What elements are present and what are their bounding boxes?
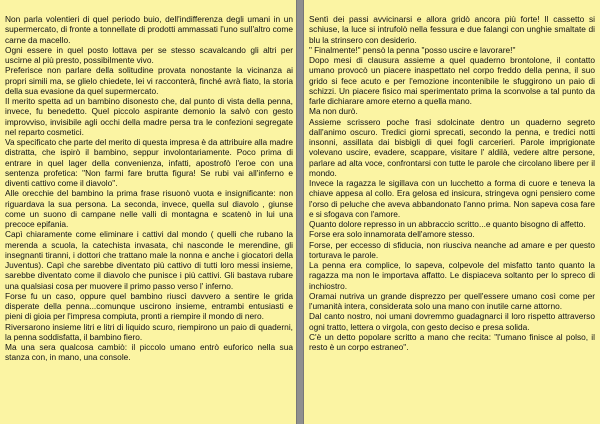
paragraph: Il merito spetta ad un bambino disonesto che, dal punto di vista della penna, invece, fu benedetto. Quel piccolo aspirante demonio la salvò con gesto improvviso, invisibile agli occhi della madre persa tra le confezioni segregate nel reparto cosmetici. <box>5 96 293 137</box>
paragraph: Dopo mesi di clausura assieme a quel quaderno brontolone, il contatto umano provocò un piacere inaspettato nel corpo freddo della penna, il suo grido si fece acuto e per l'emozione incontenibile le sfuggirono un paio di schizzi. Un piacere fisico mai sperimentato prima la sconvolse a tal punto da farle dichiarare amore eterno a quella mano. <box>309 55 595 106</box>
paragraph: Riversarono insieme litri e litri di liquido scuro, riempirono un paio di quaderni, la penna soddisfatta, il bambino fiero. <box>5 321 293 342</box>
paragraph: Ma non durò. <box>309 106 358 117</box>
paragraph: Va specificato che parte del merito di questa impresa è da attribuire alla madre distratta, che ispirò il bambino, seppur involontariamente. Poco prima di entrare in quel lager della convenienza, infatti, apostrofò l'eroe con una sentenza profetica: "Non farmi fare brutta figura! Se rubi vai all'inferno e diventi cattivo come il diavolo". <box>5 137 293 188</box>
paragraph: " Finalmente!" pensò la penna "posso uscire e lavorare!" <box>309 44 516 55</box>
paragraph: Forse era solo innamorata dell'amore stesso. <box>309 229 475 240</box>
paragraph: Ogni essere in quel posto lottava per se stesso scavalcando gli altri per uscirne al più presto, possibilmente vivo. <box>5 44 293 65</box>
paragraph: C'è un detto popolare scritto a mano che recita: "l'umano finisce al polso, il resto è un corpo estraneo". <box>309 331 595 352</box>
right-page-text <box>309 14 595 352</box>
right-page <box>303 0 600 424</box>
paragraph: Preferisce non parlare della solitudine provata nonostante la vicinanza ai propri simili ma, se glielo chiedete, lei vi racconterà, finché avrà fiato, la storia della sua evasione da quel supermercato. <box>5 65 293 96</box>
paragraph: Assieme scrissero poche frasi sdolcinate dentro un quaderno segreto dall'animo oscuro. Tredici giorni sprecati, secondo la penna, e tredici notti insonni, assillata dai bisbigli di quei fogli carcerieri. Parole imprigionate volevano uscire, evadere, scappare, visitare l' aldilà, vedere altre persone, parlare ad alta voce, confrontarsi con tutte le parole che circolano libere per il mondo. <box>309 116 595 178</box>
paragraph: Non parla volentieri di quel periodo buio, dell'indifferenza degli umani in un supermercato, di fronte a tonnellate di prodotti ammassati l'uno sull'altro come carne da macello. <box>5 14 293 45</box>
left-page <box>0 0 297 424</box>
paragraph: Sentì dei passi avvicinarsi e allora gridò ancora più forte! Il cassetto si schiuse, la luce si intrufolò nella fessura e due falangi con unghie smaltate di blu la strinsero con desiderio. <box>309 14 595 45</box>
paragraph: Oramai nutriva un grande disprezzo per quell'essere umano così come per l'umanità intera, considerata solo una mano con inutile carne attorno. <box>309 290 595 311</box>
paragraph: La penna era complice, lo sapeva, colpevole del misfatto tanto quanto la ragazza ma non le importava affatto. Le dispiaceva soltanto per lo spreco di inchiostro. <box>309 260 595 291</box>
paragraph: Forse fu un caso, oppure quel bambino riuscì davvero a sentire le grida disperate della penna...comunque uscirono insieme, entrambi entusiasti e pieni di gioia per l'impresa compiuta, pronti a riempire il mondo di nero. <box>5 290 293 322</box>
paragraph: Alle orecchie del bambino la prima frase risuonò vuota e insignificante: non riguardava la sua persona. La seconda, invece, quella sul diavolo , giunse come un suono di campane nelle valli di montagna e scatenò in lui una precoce epifania. <box>5 188 293 229</box>
paragraph: Ma una sera qualcosa cambiò: il piccolo umano entrò euforico nella sua stanza con, in mano, una console. <box>5 342 293 363</box>
left-page-text <box>5 14 293 363</box>
paragraph: Invece la ragazza le sigillava con un lucchetto a forma di cuore e teneva la chiave appesa al collo. Era gelosa ed insicura, stringeva ogni pensiero come l'orso di peluche che aveva abbandonato l'anno prima. Non sapeva cosa fare e si sfogava con l'amore. <box>309 178 595 219</box>
paragraph: Quanto dolore represso in un abbraccio scritto...e quanto bisogno di affetto. <box>309 219 586 229</box>
paragraph: Dal canto nostro, noi umani dovremmo guadagnarci il loro rispetto attraverso ogni tratto, lettera o virgola, con gesto deciso e presa solida. <box>309 311 595 332</box>
paragraph: Forse, per eccesso di sfiducia, non riusciva neanche ad amare e per questo torturava le parole. <box>309 239 595 260</box>
paragraph: Capì chiaramente come eliminare i cattivi dal mondo ( quelli che rubano la merenda a scuola, la catechista invasata, chi nasconde le merendine, gli insegnanti tiranni, i dottori che trattano male la nonna e anche i giocatori della Juventus). Capì che sarebbe diventato più cattivo di tutti loro messi insieme, sarebbe diventato come il diavolo che punisce i più cattivi. Gli bastava rubare una qualsiasi cosa per muovere il primo passo verso l' inferno. <box>5 229 293 291</box>
